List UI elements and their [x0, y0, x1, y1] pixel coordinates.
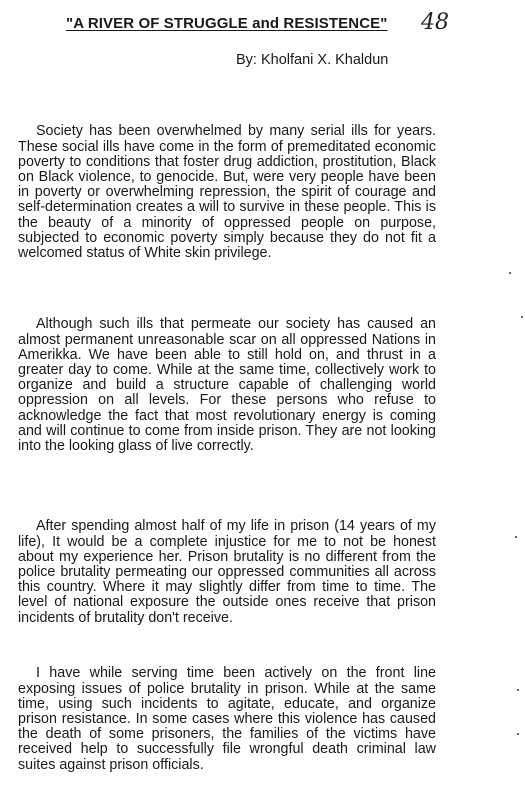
author-byline: By: Kholfani X. Khaldun: [236, 52, 389, 68]
paragraph-4: I have while serving time been actively on the front line exposing issues of police brutality in prison. While at the same time, using such incidents to agitate, educate, and organize prison resistance. In some cases where this violence has caused the death of some prisoners, the families of the victims have received help to successfully file wrongful death criminal law suites against prison officials.: [18, 665, 436, 773]
paragraph-1: Society has been overwhelmed by many serial ills for years. These social ills have come in the form of premeditated economic poverty to conditions that foster drug addiction, prostitution, Black on Black violence, to genocide. But, were very people have been in poverty or overwhelming repression, the spirit of courage and self-determination creates a will to survive in these people. This is the beauty of a minority of oppressed people on purpose, subjected to economic poverty simply because they do not fit a welcomed status of White skin privilege.: [18, 123, 436, 261]
scan-speck: [515, 536, 517, 538]
paragraph-2: Although such ills that permeate our society has caused an almost permanent unreasonable scar on all oppressed Nations in Amerikka. We have been able to still hold on, and thrust in a greater day to come. While at the same time, collectively work to organize and build a structure capable of challenging world oppression on all levels. For these persons who refuse to acknowledge the fact that most revolutionary energy is coming and will continue to come from inside prison. They are not looking into the looking glass of live correctly.: [18, 316, 436, 454]
scan-speck: [521, 316, 523, 318]
handwritten-page-number: 48: [421, 10, 449, 35]
document-title: "A RIVER OF STRUGGLE and RESISTENCE": [66, 15, 388, 32]
paragraph-3: After spending almost half of my life in prison (14 years of my life), It would be a complete injustice for me to not be honest about my experience her. Prison brutality is no different from the police brutality permeating our oppressed communities all across this country. Where it may slightly differ from time to time. The level of national exposure the outside ones receive that prison incidents of brutality don't receive.: [18, 518, 436, 626]
scan-speck: [509, 272, 511, 274]
scan-speck: [517, 689, 519, 691]
scan-speck: [517, 733, 519, 735]
